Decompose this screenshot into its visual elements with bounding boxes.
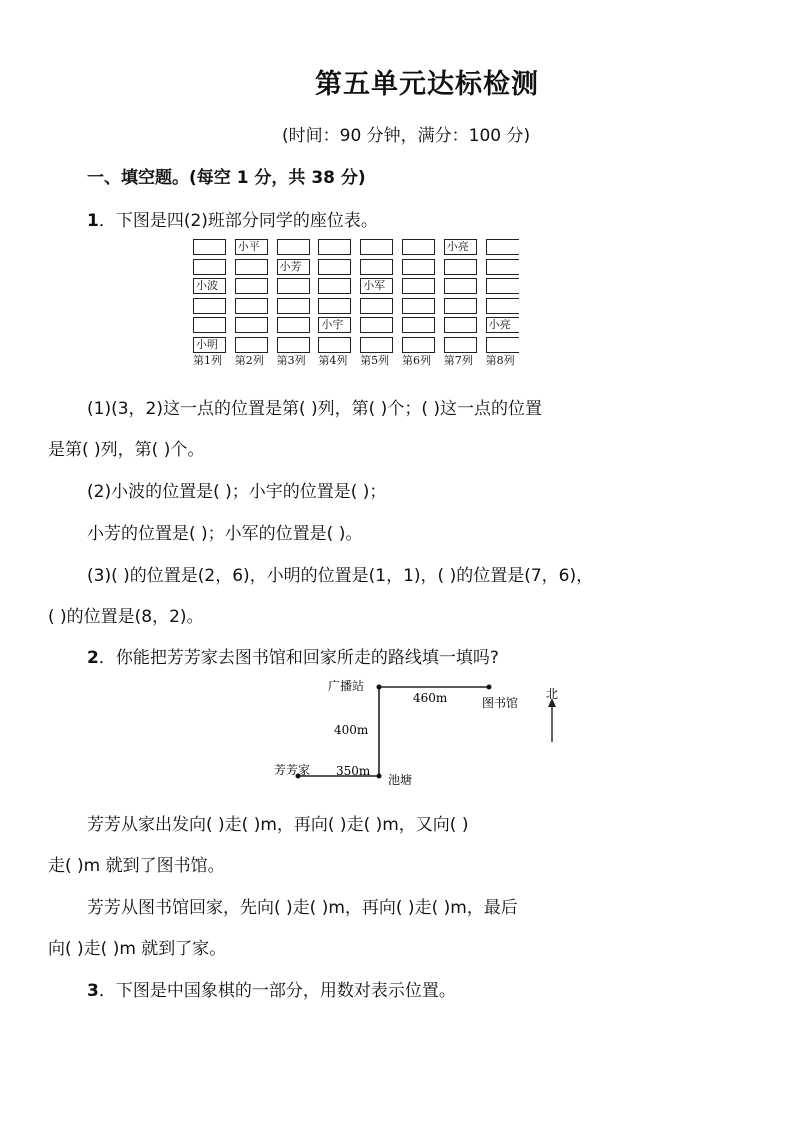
seat-cell	[318, 278, 351, 294]
seat-cell	[318, 239, 351, 255]
seat-cell	[360, 337, 393, 353]
seat-cell: 小平	[235, 239, 268, 255]
seat-cell	[193, 259, 226, 275]
north-label: 北	[546, 687, 559, 701]
seat-cell	[193, 317, 226, 333]
seat-cell: 小亮	[444, 239, 477, 255]
seat-cell	[277, 337, 310, 353]
seat-cell	[444, 317, 477, 333]
seat-cell	[402, 259, 435, 275]
column-label: 第4列	[318, 354, 348, 367]
seat-cell	[444, 298, 477, 314]
seat-cell	[402, 239, 435, 255]
seat-cell	[486, 337, 519, 353]
question-text: ．下图是中国象棋的一部分，用数对表示位置。	[98, 981, 456, 1001]
seat-cell: 小亮	[486, 317, 519, 333]
q2-line4: 向( )走( )m 就到了家。	[48, 939, 227, 959]
column-label: 第1列	[193, 354, 222, 367]
seat-cell: 小芳	[277, 259, 310, 275]
label-pond: 池塘	[388, 773, 413, 787]
seat-cell	[444, 259, 477, 275]
label-home: 芳芳家	[274, 763, 311, 777]
q1-part1-line2: 是第( )列，第( )个。	[48, 440, 205, 460]
seat-cell	[277, 298, 310, 314]
seat-cell	[360, 317, 393, 333]
column-label: 第6列	[402, 354, 431, 367]
question-2	[87, 643, 499, 668]
seat-cell	[402, 278, 435, 294]
section-title: 一、填空题。(每空 1 分，共 38 分)	[87, 168, 366, 188]
seat-cell	[486, 298, 519, 314]
seat-cell	[235, 259, 268, 275]
column-label: 第8列	[485, 354, 515, 367]
question-1	[87, 206, 378, 231]
seat-cell: 小明	[193, 337, 226, 353]
seat-cell	[235, 298, 268, 314]
distance-left: 400m	[334, 723, 369, 737]
q2-line2: 走( )m 就到了图书馆。	[48, 856, 225, 876]
question-number: 1	[87, 211, 99, 231]
column-label: 第3列	[276, 354, 306, 367]
question-number: 3	[87, 981, 99, 1001]
column-label: 第7列	[443, 354, 473, 367]
seat-cell: 小军	[360, 278, 393, 294]
label-library: 图书馆	[482, 696, 519, 710]
label-broadcast-station: 广播站	[328, 679, 365, 693]
seat-cell	[360, 298, 393, 314]
seat-cell	[318, 337, 351, 353]
seat-cell	[235, 278, 268, 294]
seat-cell	[318, 259, 351, 275]
seat-cell	[486, 259, 519, 275]
seat-cell	[402, 337, 435, 353]
seat-cell	[444, 337, 477, 353]
seat-cell	[318, 298, 351, 314]
seat-cell	[444, 278, 477, 294]
column-label: 第5列	[360, 354, 390, 367]
q1-part1-line1: (1)(3，2)这一点的位置是第( )列，第( )个；( )这一点的位置	[87, 399, 542, 419]
exam-info: (时间：90 分钟，满分：100 分)	[282, 126, 531, 146]
seat-cell: 小波	[193, 278, 226, 294]
q1-part2-line2: 小芳的位置是( )；小军的位置是( )。	[87, 524, 363, 544]
seat-cell	[360, 239, 393, 255]
distance-bottom: 350m	[336, 764, 371, 778]
seat-cell	[360, 259, 393, 275]
seat-cell	[402, 298, 435, 314]
seat-cell	[235, 337, 268, 353]
question-text: ．下图是四(2)班部分同学的座位表。	[98, 211, 378, 231]
question-3	[87, 976, 456, 1001]
seat-cell	[235, 317, 268, 333]
q2-line1: 芳芳从家出发向( )走( )m，再向( )走( )m，又向( )	[87, 815, 469, 835]
q1-part2-line1: (2)小波的位置是( )；小宇的位置是( )；	[87, 482, 387, 502]
q1-part3-line2: ( )的位置是(8，2)。	[48, 607, 204, 627]
seat-cell	[193, 298, 226, 314]
page-title: 第五单元达标检测	[315, 69, 539, 100]
seat-cell	[402, 317, 435, 333]
column-label: 第2列	[234, 354, 264, 367]
q2-line3: 芳芳从图书馆回家，先向( )走( )m，再向( )走( )m，最后	[87, 898, 518, 918]
q1-part3-line1: (3)( )的位置是(2，6)，小明的位置是(1，1)，( )的位置是(7，6)，	[87, 566, 594, 586]
seat-cell	[277, 239, 310, 255]
route-map	[260, 672, 580, 797]
seat-cell	[486, 239, 519, 255]
question-text: ．你能把芳芳家去图书馆和回家所走的路线填一填吗?	[98, 648, 499, 668]
distance-top: 460m	[413, 691, 448, 705]
seat-cell	[277, 317, 310, 333]
seat-cell	[277, 278, 310, 294]
seat-cell: 小宇	[318, 317, 351, 333]
question-number: 2	[87, 648, 99, 668]
seat-cell	[486, 278, 519, 294]
seat-cell	[193, 239, 226, 255]
